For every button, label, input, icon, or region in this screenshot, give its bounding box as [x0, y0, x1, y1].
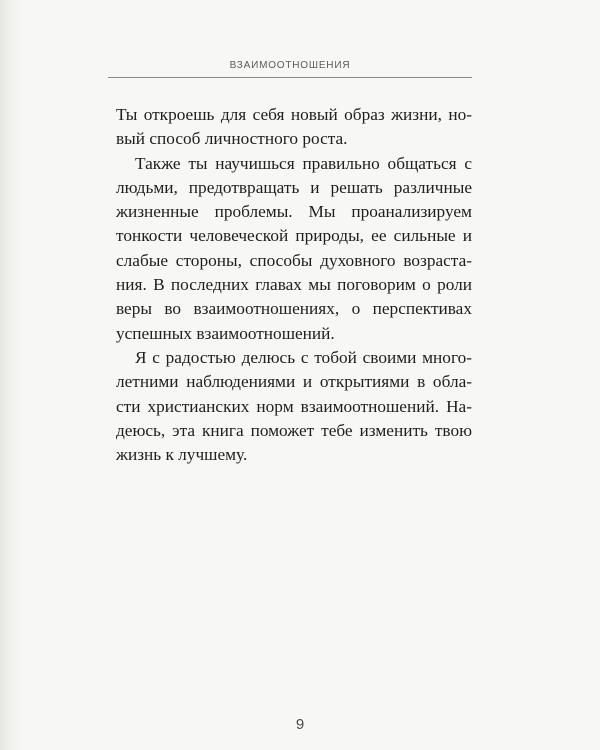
paragraph-3: [116, 346, 472, 467]
text-line: вый способ личностного роста.: [116, 129, 348, 149]
text-line: тонкости человеческой природы, ее сильные и: [116, 226, 472, 246]
text-line: жизнь к лучшему.: [116, 445, 248, 465]
text-line: деюсь, эта книга поможет тебе изменить твою: [116, 420, 472, 440]
running-head: ВЗАИМООТНОШЕНИЯ: [229, 60, 351, 71]
text-line: людьми, предотвращать и решать различные: [116, 177, 472, 197]
page-number: 9: [295, 716, 305, 733]
text-line: слабые стороны, способы духовного возраста-: [116, 250, 472, 270]
paragraph-1: [116, 103, 472, 152]
text-line: успешных взаимоотношений.: [116, 323, 335, 343]
text-line: Также ты научишься правильно общаться с: [135, 153, 472, 173]
body-text: [116, 103, 472, 467]
text-line: веры во взаимоотношениях, о перспективах: [116, 299, 472, 319]
text-line: летними наблюдениями и открытиями в обла-: [116, 372, 472, 392]
text-line: Я с радостью делюсь с тобой своими много-: [135, 347, 472, 367]
text-line: Ты откроешь для себя новый образ жизни, но-: [116, 105, 472, 124]
text-line: сти христианских норм взаимоотношений. На-: [116, 396, 472, 416]
text-line: ния. В последних главах мы поговорим о роли: [116, 275, 472, 295]
text-line: жизненные проблемы. Мы проанализируем: [116, 202, 472, 222]
header-rule: [108, 77, 472, 78]
page-edge-shadow: [0, 0, 22, 750]
paragraph-2: [116, 152, 472, 346]
